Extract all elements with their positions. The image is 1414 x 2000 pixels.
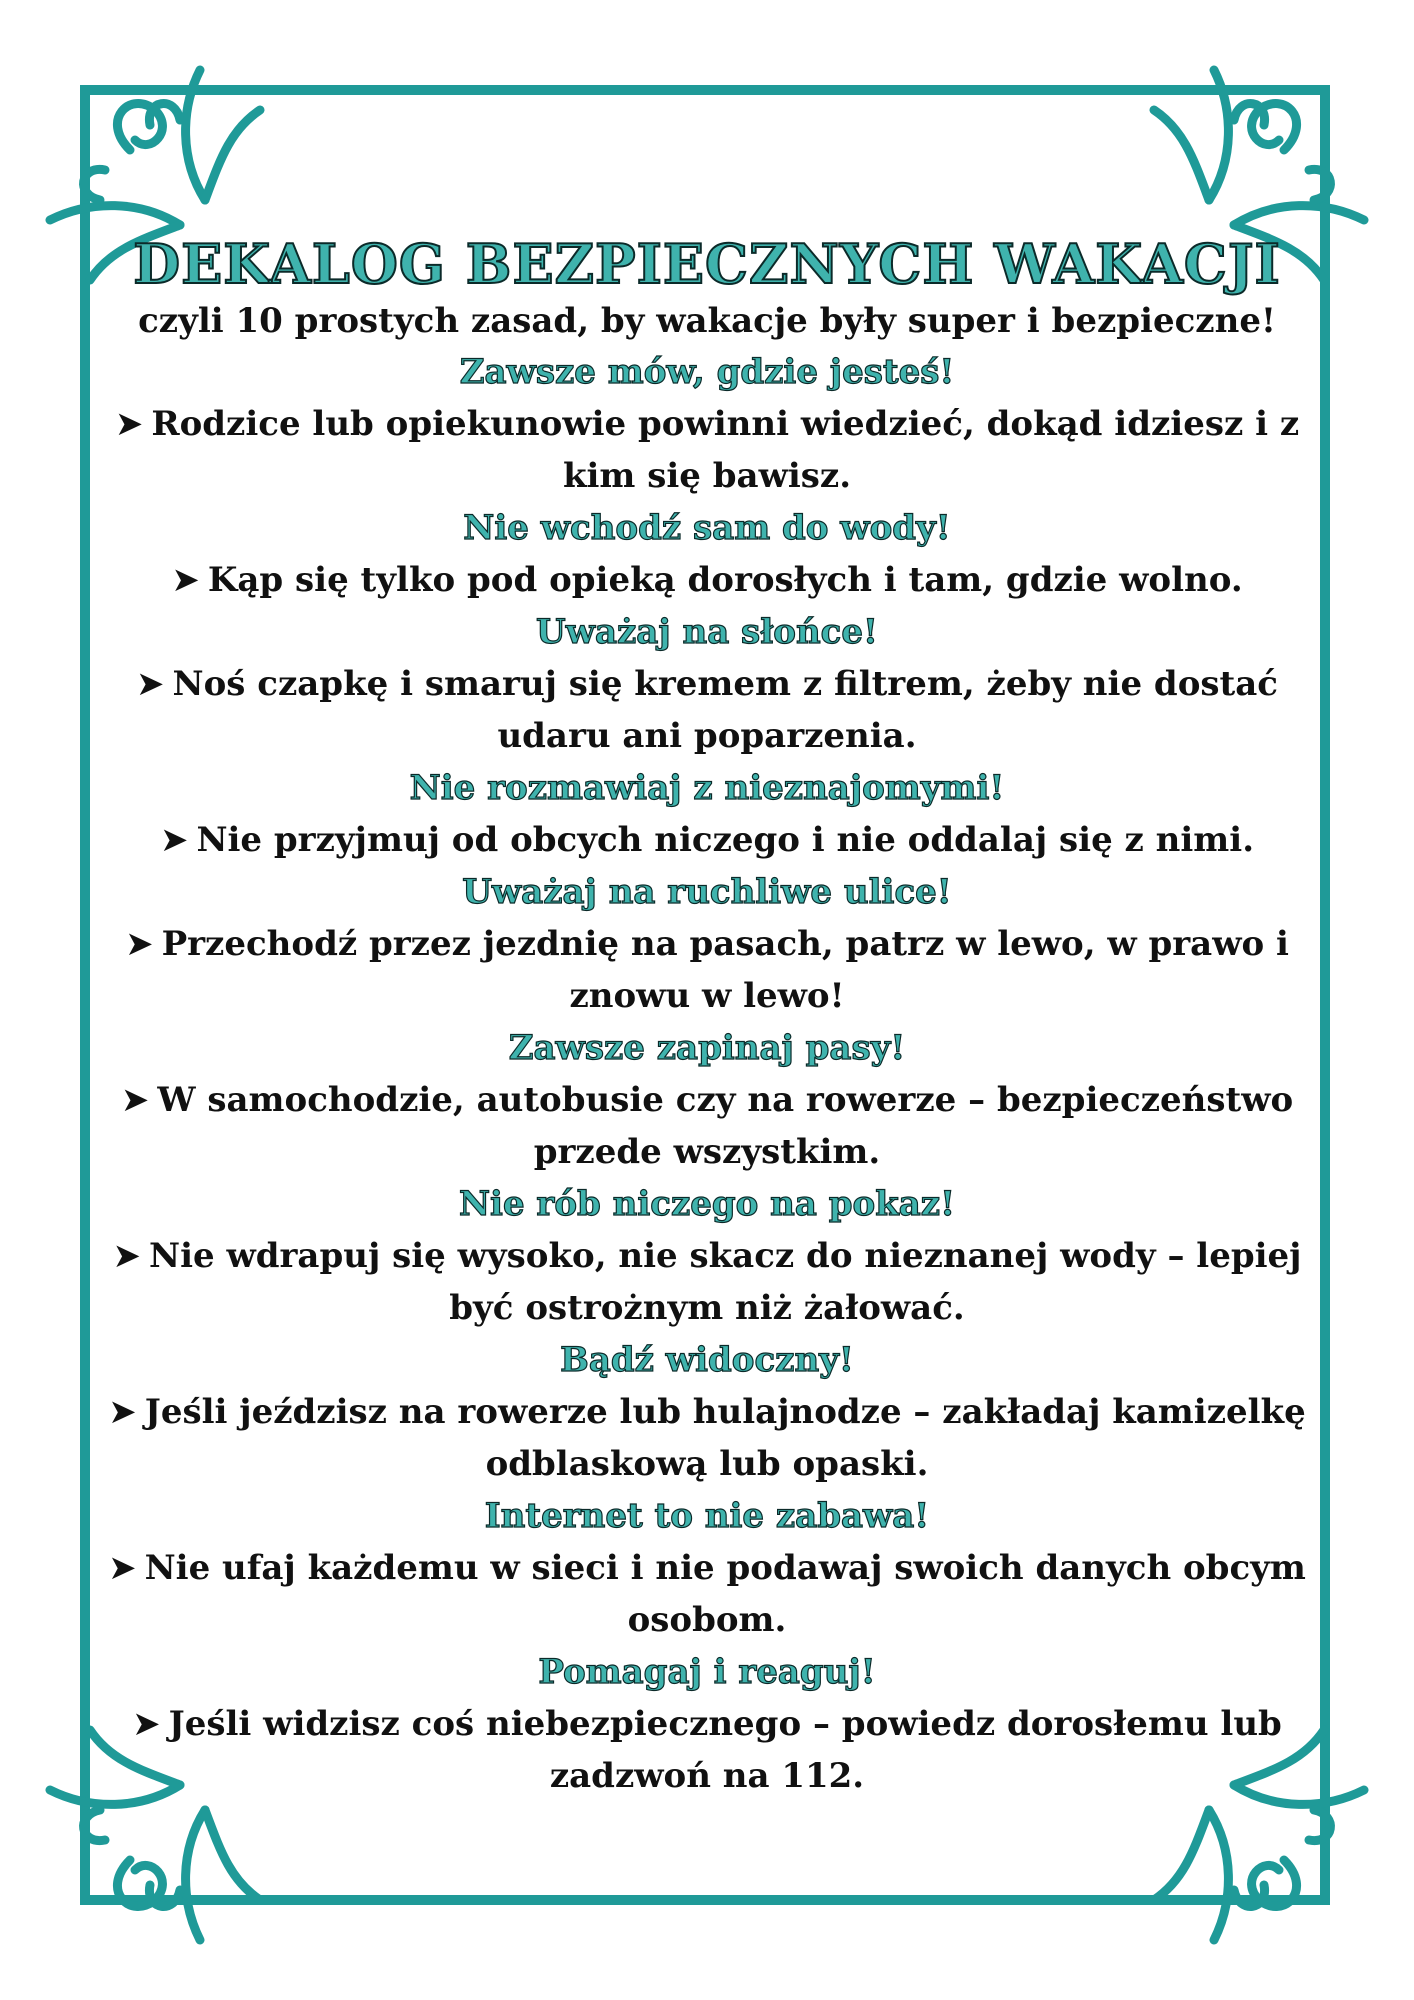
rule-heading: Internet to nie zabawa!: [484, 1496, 930, 1536]
rule-item: [90, 346, 1324, 502]
rule-text: [90, 1230, 1324, 1334]
rule-item: [90, 1178, 1324, 1334]
arrow-right-icon: ➤: [114, 404, 144, 444]
rule-text: [90, 918, 1324, 1022]
rule-item: [90, 762, 1324, 866]
arrow-right-icon: ➤: [108, 1392, 137, 1432]
rule-text-content: Jeśli widzisz coś niebezpiecznego – powiedz dorosłemu lub zadzwoń na 112.: [168, 1704, 1282, 1796]
rule-text: [90, 1074, 1324, 1178]
rule-item: [90, 1490, 1324, 1646]
arrow-right-icon: ➤: [125, 924, 154, 964]
rule-text: [90, 398, 1324, 502]
rule-text: [90, 554, 1324, 606]
rule-text: [90, 1386, 1324, 1490]
rule-item: [90, 1022, 1324, 1178]
rule-text-content: Nie przyjmuj od obcych niczego i nie oddalaj się z nimi.: [196, 820, 1255, 860]
rule-heading: Uważaj na ruchliwe ulice!: [462, 872, 952, 912]
rule-text-content: W samochodzie, autobusie czy na rowerze – bezpieczeństwo przede wszystkim.: [157, 1080, 1294, 1172]
arrow-right-icon: ➤: [108, 1548, 137, 1588]
rule-heading: Bądź widoczny!: [560, 1340, 854, 1380]
rule-item: [90, 1334, 1324, 1490]
rule-heading: Zawsze zapinaj pasy!: [508, 1028, 906, 1068]
rule-heading: Nie rób niczego na pokaz!: [458, 1184, 956, 1224]
rule-text-content: Kąp się tylko pod opieką dorosłych i tam, gdzie wolno.: [207, 560, 1243, 600]
rule-text-content: Jeśli jeździsz na rowerze lub hulajnodze – zakładaj kamizelkę odblaskową lub opaski.: [144, 1392, 1306, 1484]
rule-text-content: Rodzice lub opiekunowie powinni wiedzieć, dokąd idziesz i z kim się bawisz.: [151, 404, 1300, 496]
rule-text: [90, 658, 1324, 762]
rule-text-content: Noś czapkę i smaruj się kremem z filtrem, żeby nie dostać udaru ani poparzenia.: [172, 664, 1278, 756]
rule-heading: Nie rozmawiaj z nieznajomymi!: [409, 768, 1005, 808]
rule-heading: Zawsze mów, gdzie jesteś!: [459, 352, 955, 392]
arrow-right-icon: ➤: [136, 664, 165, 704]
arrow-right-icon: ➤: [120, 1080, 150, 1120]
rule-text-content: Przechodź przez jezdnię na pasach, patrz w lewo, w prawo i znowu w lewo!: [161, 924, 1289, 1016]
rule-text: [90, 814, 1324, 866]
rule-item: [90, 866, 1324, 1022]
arrow-right-icon: ➤: [159, 820, 189, 860]
poster-subtitle: czyli 10 prostych zasad, by wakacje były super i bezpieczne!: [138, 301, 1276, 341]
rule-text: [90, 1542, 1324, 1646]
poster-content: [90, 232, 1324, 1802]
arrow-right-icon: ➤: [171, 560, 200, 600]
rule-item: [90, 502, 1324, 606]
rule-text-content: Nie ufaj każdemu w sieci i nie podawaj swoich danych obcym osobom.: [144, 1548, 1306, 1640]
rule-text: [90, 1698, 1324, 1802]
rule-heading: Nie wchodź sam do wody!: [463, 508, 951, 548]
rule-item: [90, 1646, 1324, 1802]
arrow-right-icon: ➤: [112, 1236, 142, 1276]
rules-list: [90, 346, 1324, 1802]
rule-text-content: Nie wdrapuj się wysoko, nie skacz do nieznanej wody – lepiej być ostrożnym niż żałować.: [149, 1236, 1302, 1328]
rule-heading: Pomagaj i reaguj!: [538, 1652, 876, 1692]
rule-item: [90, 606, 1324, 762]
poster-title: DEKALOG BEZPIECZNYCH WAKACJI: [133, 232, 1281, 296]
rule-heading: Uważaj na słońce!: [536, 612, 878, 652]
arrow-right-icon: ➤: [132, 1704, 161, 1744]
